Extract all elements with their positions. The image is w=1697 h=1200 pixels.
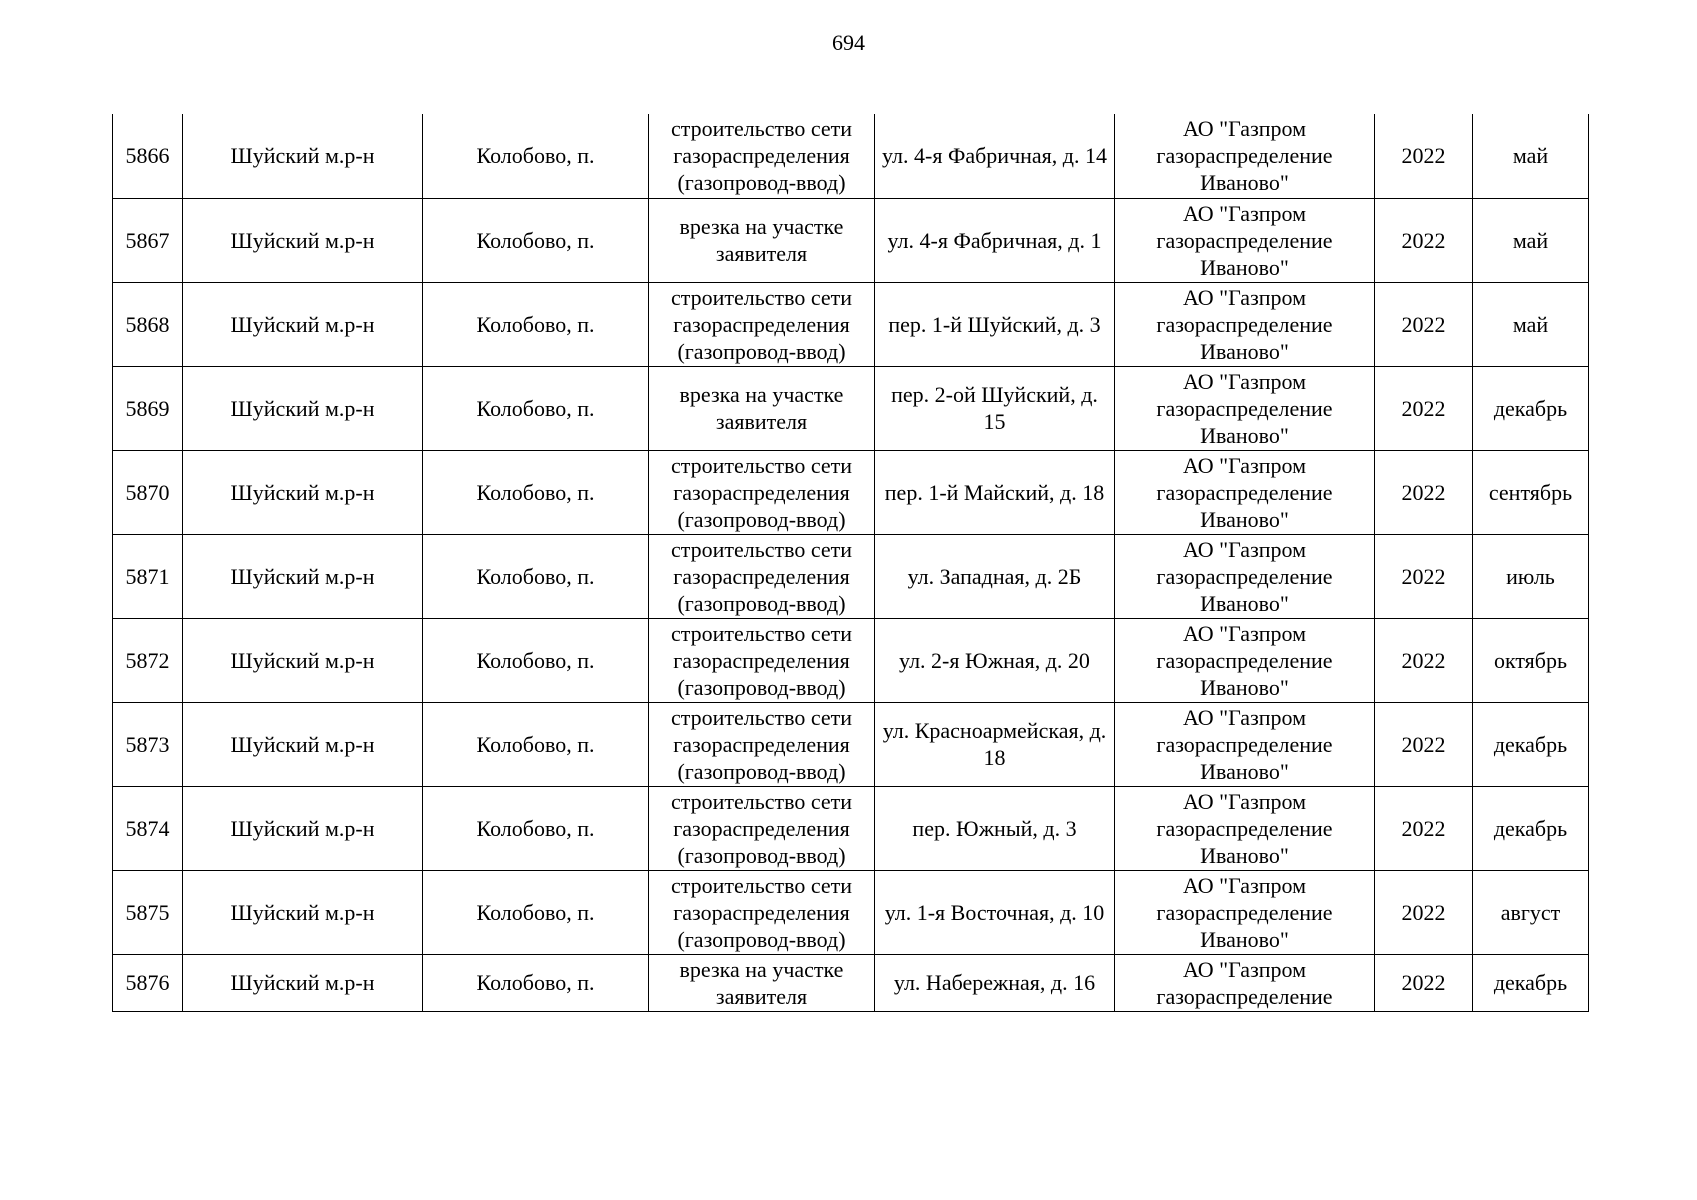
district-cell: Шуйский м.р-н bbox=[183, 114, 423, 198]
address-cell: ул. Западная, д. 2Б bbox=[875, 534, 1115, 618]
settlement-cell: Колобово, п. bbox=[423, 618, 649, 702]
work-type-cell: врезка на участке заявителя bbox=[649, 954, 875, 1011]
year-cell: 2022 bbox=[1375, 114, 1473, 198]
row-number-cell: 5871 bbox=[113, 534, 183, 618]
address-cell: ул. 2-я Южная, д. 20 bbox=[875, 618, 1115, 702]
district-cell: Шуйский м.р-н bbox=[183, 786, 423, 870]
address-cell: пер. 1-й Майский, д. 18 bbox=[875, 450, 1115, 534]
organization-cell: АО "Газпром газораспределение Иваново" bbox=[1115, 870, 1375, 954]
month-cell: июль bbox=[1473, 534, 1589, 618]
address-cell: пер. 2-ой Шуйский, д. 15 bbox=[875, 366, 1115, 450]
settlement-cell: Колобово, п. bbox=[423, 114, 649, 198]
organization-cell: АО "Газпром газораспределение Иваново" bbox=[1115, 450, 1375, 534]
settlement-cell: Колобово, п. bbox=[423, 786, 649, 870]
district-cell: Шуйский м.р-н bbox=[183, 534, 423, 618]
month-cell: октябрь bbox=[1473, 618, 1589, 702]
month-cell: декабрь bbox=[1473, 954, 1589, 1011]
year-cell: 2022 bbox=[1375, 282, 1473, 366]
district-cell: Шуйский м.р-н bbox=[183, 954, 423, 1011]
row-number-cell: 5866 bbox=[113, 114, 183, 198]
year-cell: 2022 bbox=[1375, 450, 1473, 534]
work-type-cell: строительство сети газораспределения (газопровод-ввод) bbox=[649, 450, 875, 534]
row-number-cell: 5869 bbox=[113, 366, 183, 450]
work-type-cell: строительство сети газораспределения (газопровод-ввод) bbox=[649, 870, 875, 954]
year-cell: 2022 bbox=[1375, 366, 1473, 450]
settlement-cell: Колобово, п. bbox=[423, 198, 649, 282]
work-type-cell: врезка на участке заявителя bbox=[649, 198, 875, 282]
year-cell: 2022 bbox=[1375, 198, 1473, 282]
table-row bbox=[113, 114, 1589, 198]
organization-cell: АО "Газпром газораспределение Иваново" bbox=[1115, 114, 1375, 198]
settlement-cell: Колобово, п. bbox=[423, 534, 649, 618]
table-row bbox=[113, 786, 1589, 870]
year-cell: 2022 bbox=[1375, 534, 1473, 618]
row-number-cell: 5868 bbox=[113, 282, 183, 366]
work-type-cell: строительство сети газораспределения (газопровод-ввод) bbox=[649, 786, 875, 870]
year-cell: 2022 bbox=[1375, 870, 1473, 954]
address-cell: пер. 1-й Шуйский, д. 3 bbox=[875, 282, 1115, 366]
district-cell: Шуйский м.р-н bbox=[183, 870, 423, 954]
month-cell: декабрь bbox=[1473, 786, 1589, 870]
month-cell: декабрь bbox=[1473, 702, 1589, 786]
table-row bbox=[113, 450, 1589, 534]
settlement-cell: Колобово, п. bbox=[423, 366, 649, 450]
organization-cell: АО "Газпром газораспределение Иваново" bbox=[1115, 786, 1375, 870]
table-row bbox=[113, 618, 1589, 702]
table-row bbox=[113, 702, 1589, 786]
district-cell: Шуйский м.р-н bbox=[183, 618, 423, 702]
month-cell: май bbox=[1473, 282, 1589, 366]
work-type-cell: строительство сети газораспределения (газопровод-ввод) bbox=[649, 282, 875, 366]
table-row bbox=[113, 366, 1589, 450]
address-cell: ул. 4-я Фабричная, д. 14 bbox=[875, 114, 1115, 198]
year-cell: 2022 bbox=[1375, 702, 1473, 786]
month-cell: май bbox=[1473, 114, 1589, 198]
month-cell: август bbox=[1473, 870, 1589, 954]
table-row bbox=[113, 198, 1589, 282]
table-row bbox=[113, 282, 1589, 366]
work-type-cell: врезка на участке заявителя bbox=[649, 366, 875, 450]
settlement-cell: Колобово, п. bbox=[423, 870, 649, 954]
organization-cell: АО "Газпром газораспределение Иваново" bbox=[1115, 282, 1375, 366]
settlement-cell: Колобово, п. bbox=[423, 450, 649, 534]
year-cell: 2022 bbox=[1375, 954, 1473, 1011]
work-type-cell: строительство сети газораспределения (газопровод-ввод) bbox=[649, 534, 875, 618]
work-type-cell: строительство сети газораспределения (газопровод-ввод) bbox=[649, 114, 875, 198]
district-cell: Шуйский м.р-н bbox=[183, 366, 423, 450]
organization-cell: АО "Газпром газораспределение Иваново" bbox=[1115, 702, 1375, 786]
row-number-cell: 5875 bbox=[113, 870, 183, 954]
month-cell: декабрь bbox=[1473, 366, 1589, 450]
row-number-cell: 5870 bbox=[113, 450, 183, 534]
organization-cell: АО "Газпром газораспределение bbox=[1115, 954, 1375, 1011]
address-cell: ул. Набережная, д. 16 bbox=[875, 954, 1115, 1011]
work-type-cell: строительство сети газораспределения (газопровод-ввод) bbox=[649, 618, 875, 702]
organization-cell: АО "Газпром газораспределение Иваново" bbox=[1115, 618, 1375, 702]
settlement-cell: Колобово, п. bbox=[423, 282, 649, 366]
settlement-cell: Колобово, п. bbox=[423, 702, 649, 786]
year-cell: 2022 bbox=[1375, 618, 1473, 702]
district-cell: Шуйский м.р-н bbox=[183, 282, 423, 366]
row-number-cell: 5872 bbox=[113, 618, 183, 702]
organization-cell: АО "Газпром газораспределение Иваново" bbox=[1115, 366, 1375, 450]
row-number-cell: 5876 bbox=[113, 954, 183, 1011]
district-cell: Шуйский м.р-н bbox=[183, 450, 423, 534]
table-row bbox=[113, 534, 1589, 618]
month-cell: сентябрь bbox=[1473, 450, 1589, 534]
year-cell: 2022 bbox=[1375, 786, 1473, 870]
district-cell: Шуйский м.р-н bbox=[183, 702, 423, 786]
month-cell: май bbox=[1473, 198, 1589, 282]
settlement-cell: Колобово, п. bbox=[423, 954, 649, 1011]
organization-cell: АО "Газпром газораспределение Иваново" bbox=[1115, 198, 1375, 282]
table-row bbox=[113, 954, 1589, 1011]
work-type-cell: строительство сети газораспределения (газопровод-ввод) bbox=[649, 702, 875, 786]
gasification-schedule-table bbox=[112, 114, 1589, 1012]
address-cell: ул. Красноармейская, д. 18 bbox=[875, 702, 1115, 786]
address-cell: ул. 1-я Восточная, д. 10 bbox=[875, 870, 1115, 954]
address-cell: ул. 4-я Фабричная, д. 1 bbox=[875, 198, 1115, 282]
district-cell: Шуйский м.р-н bbox=[183, 198, 423, 282]
organization-cell: АО "Газпром газораспределение Иваново" bbox=[1115, 534, 1375, 618]
row-number-cell: 5867 bbox=[113, 198, 183, 282]
row-number-cell: 5874 bbox=[113, 786, 183, 870]
address-cell: пер. Южный, д. 3 bbox=[875, 786, 1115, 870]
row-number-cell: 5873 bbox=[113, 702, 183, 786]
page-number: 694 bbox=[832, 30, 865, 55]
table-row bbox=[113, 870, 1589, 954]
